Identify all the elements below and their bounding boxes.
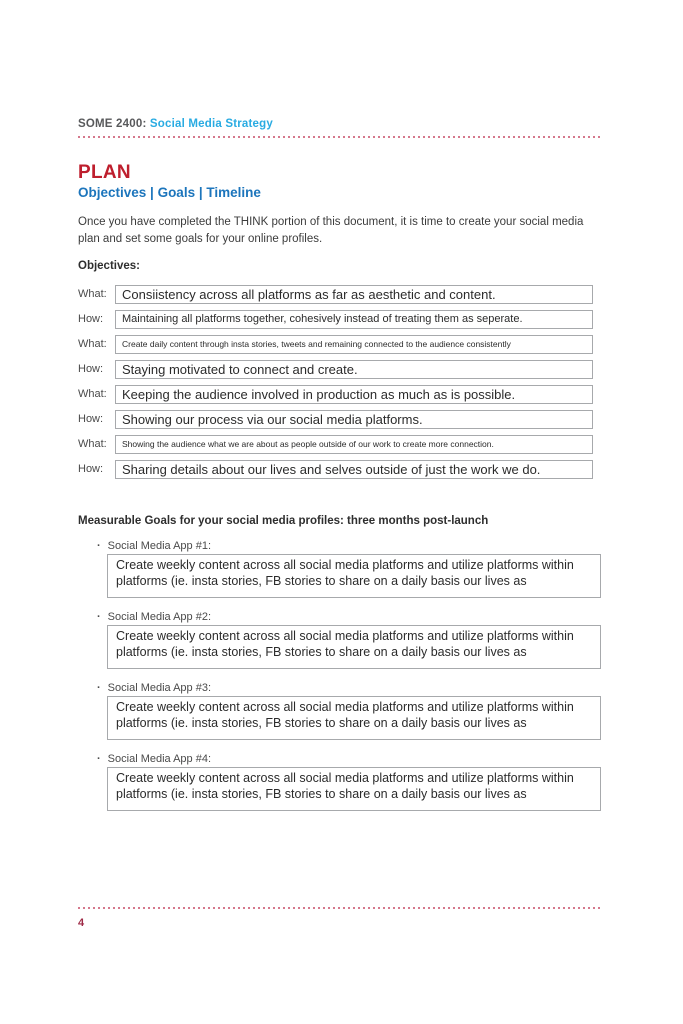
objective-row: [78, 410, 601, 429]
objective-label: How:: [78, 463, 104, 475]
objective-label: What:: [78, 388, 107, 400]
objective-label: How:: [78, 363, 104, 375]
course-title: Social Media Strategy: [149, 118, 273, 130]
goal-section: [97, 540, 601, 598]
course-code: SOME 2400:: [78, 118, 147, 130]
objective-how-field-2[interactable]: Staying motivated to connect and create.: [115, 360, 593, 379]
goal-label: · Social Media App #1:: [97, 540, 601, 553]
goal-field-app-4[interactable]: Create weekly content across all social media platforms and utilize platforms within platforms (ie. insta stories, FB stories to share on a daily basis our lives as: [107, 767, 601, 811]
goals-list: [78, 540, 601, 811]
objective-label: What:: [78, 338, 107, 350]
goal-label: · Social Media App #2:: [97, 611, 601, 624]
objective-row: [78, 360, 601, 379]
goal-label: · Social Media App #3:: [97, 682, 601, 695]
goals-heading: Measurable Goals for your social media profiles: three months post-launch: [78, 515, 489, 527]
page-header: [78, 118, 601, 131]
goal-field-app-2[interactable]: Create weekly content across all social media platforms and utilize platforms within platforms (ie. insta stories, FB stories to share on a daily basis our lives as: [107, 625, 601, 669]
header-divider: [78, 136, 601, 138]
objectives-heading: Objectives:: [78, 260, 140, 272]
objective-row: [78, 435, 601, 454]
objective-row: [78, 385, 601, 404]
footer-divider: [78, 907, 601, 909]
objective-label: How:: [78, 313, 104, 325]
objective-row: [78, 335, 601, 354]
objective-label: What:: [78, 438, 107, 450]
objective-what-field-4[interactable]: Showing the audience what we are about as people outside of our work to create more connection.: [115, 435, 593, 454]
page-subtitle: Objectives | Goals | Timeline: [78, 185, 261, 200]
objective-how-field-4[interactable]: Sharing details about our lives and selves outside of just the work we do.: [115, 460, 593, 479]
objective-row: [78, 460, 601, 479]
page-footer: [78, 907, 601, 929]
goal-section: [97, 611, 601, 669]
objective-row: [78, 310, 601, 329]
goal-section: [97, 753, 601, 811]
goal-label: · Social Media App #4:: [97, 753, 601, 766]
goal-field-app-1[interactable]: Create weekly content across all social media platforms and utilize platforms within platforms (ie. insta stories, FB stories to share on a daily basis our lives as: [107, 554, 601, 598]
objective-row: [78, 285, 601, 304]
page-number: 4: [78, 917, 85, 929]
intro-paragraph: Once you have completed the THINK portion of this document, it is time to create your social media plan and set some goals for your online profiles.: [78, 216, 584, 245]
objective-what-field-2[interactable]: Create daily content through insta stories, tweets and remaining connected to the audience consistently: [115, 335, 593, 354]
objective-what-field-3[interactable]: Keeping the audience involved in production as much as is possible.: [115, 385, 593, 404]
objective-how-field-3[interactable]: Showing our process via our social media platforms.: [115, 410, 593, 429]
objectives-list: [78, 285, 601, 479]
objective-what-field-1[interactable]: Consiistency across all platforms as far as aesthetic and content.: [115, 285, 593, 304]
page-title: PLAN: [78, 162, 131, 183]
objective-label: How:: [78, 413, 104, 425]
objective-how-field-1[interactable]: Maintaining all platforms together, cohesively instead of treating them as seperate.: [115, 310, 593, 329]
goal-field-app-3[interactable]: Create weekly content across all social media platforms and utilize platforms within platforms (ie. insta stories, FB stories to share on a daily basis our lives as: [107, 696, 601, 740]
objective-label: What:: [78, 288, 107, 300]
goal-section: [97, 682, 601, 740]
